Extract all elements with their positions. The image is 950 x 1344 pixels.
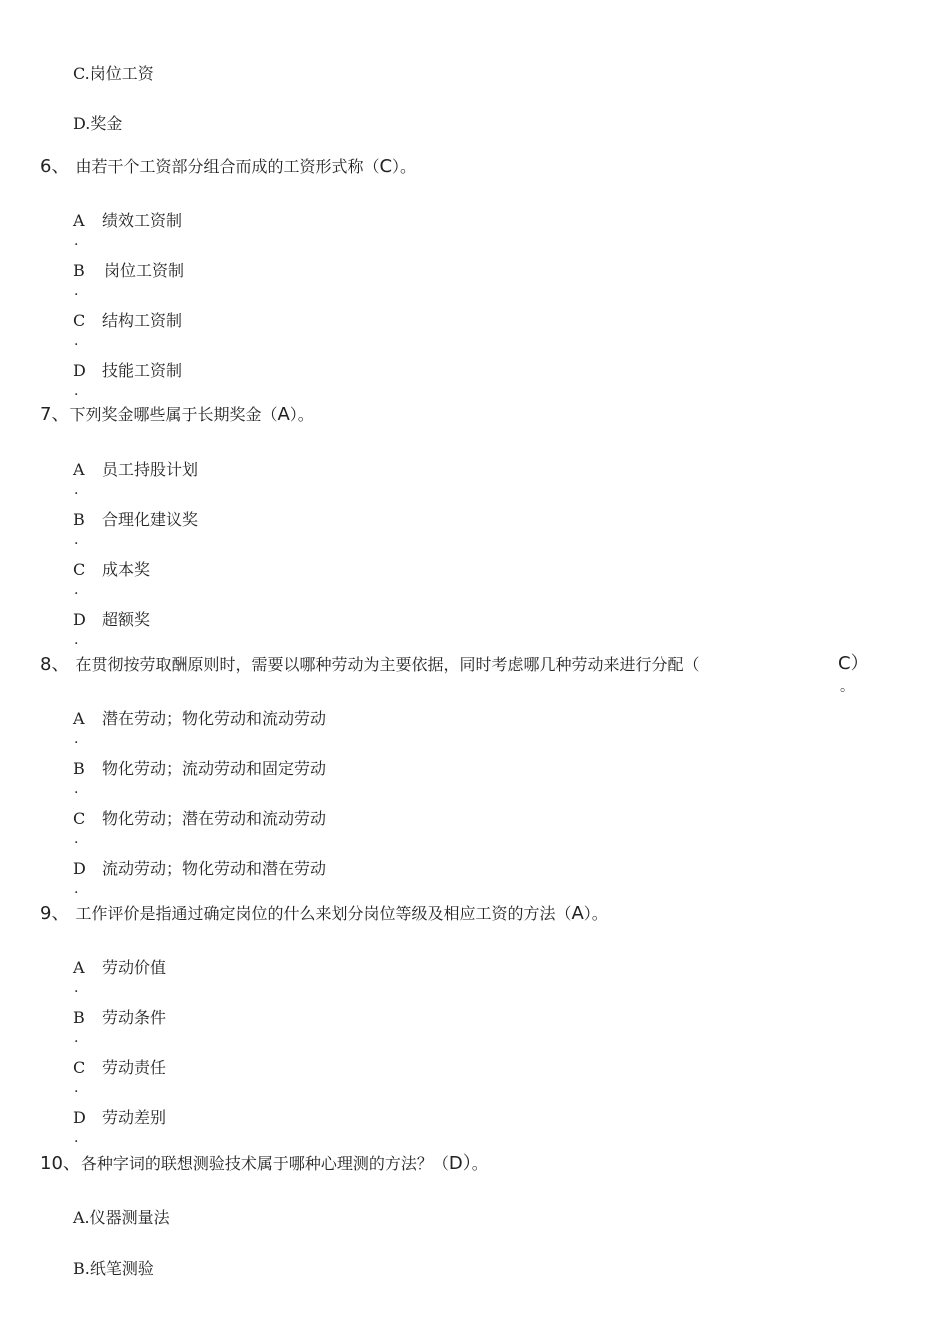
- option-text: 结构工资制: [102, 311, 183, 330]
- option-dot: .: [74, 980, 79, 996]
- question-9: [40, 904, 608, 924]
- option-text: 劳动差别: [102, 1108, 167, 1127]
- option-text: 技能工资制: [102, 361, 183, 380]
- option-letter: C: [73, 560, 86, 579]
- option-letter: B: [73, 759, 85, 778]
- question-text: 工作评价是指通过确定岗位的什么来划分岗位等级及相应工资的方法（: [75, 904, 572, 923]
- question-number: 7、: [40, 404, 70, 425]
- option-text: 成本奖: [102, 560, 151, 579]
- option-dot: .: [74, 731, 79, 747]
- option-letter: B: [73, 1008, 85, 1027]
- answer-letter: D）: [448, 1153, 472, 1174]
- question-text: 下列奖金哪些属于长期奖金（: [69, 405, 278, 424]
- answer-letter: A: [571, 903, 584, 924]
- option-text: D.奖金: [73, 114, 123, 133]
- option-dot: .: [74, 532, 79, 548]
- answer-letter: C: [379, 156, 393, 177]
- option-text: 劳动条件: [102, 1008, 167, 1027]
- question-number: 9、: [40, 903, 70, 924]
- question-number: 6、: [40, 156, 70, 177]
- question-7: [40, 405, 314, 425]
- option-letter: D: [73, 859, 86, 878]
- option-letter: D: [73, 610, 86, 629]
- answer-letter: A: [277, 404, 290, 425]
- option-letter: A: [73, 709, 85, 728]
- option-text: 劳动责任: [102, 1058, 167, 1077]
- option-letter: B: [73, 261, 85, 280]
- question-text-end: 。: [840, 679, 854, 695]
- option-dot: .: [74, 1080, 79, 1096]
- option-text: 合理化建议奖: [102, 510, 199, 529]
- question-text: 各种字词的联想测验技术属于哪种心理测的方法？（: [80, 1154, 449, 1173]
- option-text: B.纸笔测验: [73, 1259, 154, 1278]
- option-dot: .: [74, 582, 79, 598]
- option-dot: .: [74, 1130, 79, 1146]
- option-letter: A: [73, 460, 85, 479]
- option-dot: .: [74, 881, 79, 897]
- option-dot: .: [74, 383, 79, 399]
- option-letter: D: [73, 361, 86, 380]
- question-6: [40, 157, 416, 177]
- option-text: 物化劳动；流动劳动和固定劳动: [102, 759, 327, 778]
- option-text: A.仪器测量法: [73, 1208, 170, 1227]
- option-letter: D: [73, 1108, 86, 1127]
- option-dot: .: [74, 233, 79, 249]
- option-letter: A: [73, 958, 85, 977]
- question-10: [40, 1154, 488, 1174]
- option-dot: .: [74, 831, 79, 847]
- question-text: 由若干个工资部分组合而成的工资形式称（: [75, 157, 380, 176]
- option-text: 潜在劳动；物化劳动和流动劳动: [102, 709, 327, 728]
- question-text-end: ）。: [289, 405, 314, 424]
- option-text: 劳动价值: [102, 958, 167, 977]
- option-text: 岗位工资制: [104, 261, 185, 280]
- question-text-end: 。: [471, 1154, 488, 1173]
- option-letter: C: [73, 311, 86, 330]
- question-text: 在贯彻按劳取酬原则时，需要以哪种劳动为主要依据，同时考虑哪几种劳动来进行分配（: [75, 655, 700, 674]
- question-text-end: ）。: [392, 157, 417, 176]
- option-text: 员工持股计划: [102, 460, 199, 479]
- question-number: 10、: [40, 1153, 81, 1174]
- question-text-end: ）。: [583, 904, 608, 923]
- option-dot: .: [74, 482, 79, 498]
- option-letter: C: [73, 1058, 86, 1077]
- option-text: 超额奖: [102, 610, 151, 629]
- answer-letter: C）: [838, 653, 869, 674]
- option-text: 流动劳动；物化劳动和潜在劳动: [102, 859, 327, 878]
- option-text: 绩效工资制: [102, 211, 183, 230]
- question-8: [40, 655, 699, 675]
- option-letter: C: [73, 809, 86, 828]
- option-letter: B: [73, 510, 85, 529]
- option-dot: .: [74, 283, 79, 299]
- option-letter: A: [73, 211, 85, 230]
- option-dot: .: [74, 632, 79, 648]
- option-dot: .: [74, 333, 79, 349]
- option-text: C.岗位工资: [73, 64, 154, 83]
- option-text: 物化劳动；潜在劳动和流动劳动: [102, 809, 327, 828]
- option-dot: .: [74, 781, 79, 797]
- option-dot: .: [74, 1030, 79, 1046]
- question-number: 8、: [40, 654, 70, 675]
